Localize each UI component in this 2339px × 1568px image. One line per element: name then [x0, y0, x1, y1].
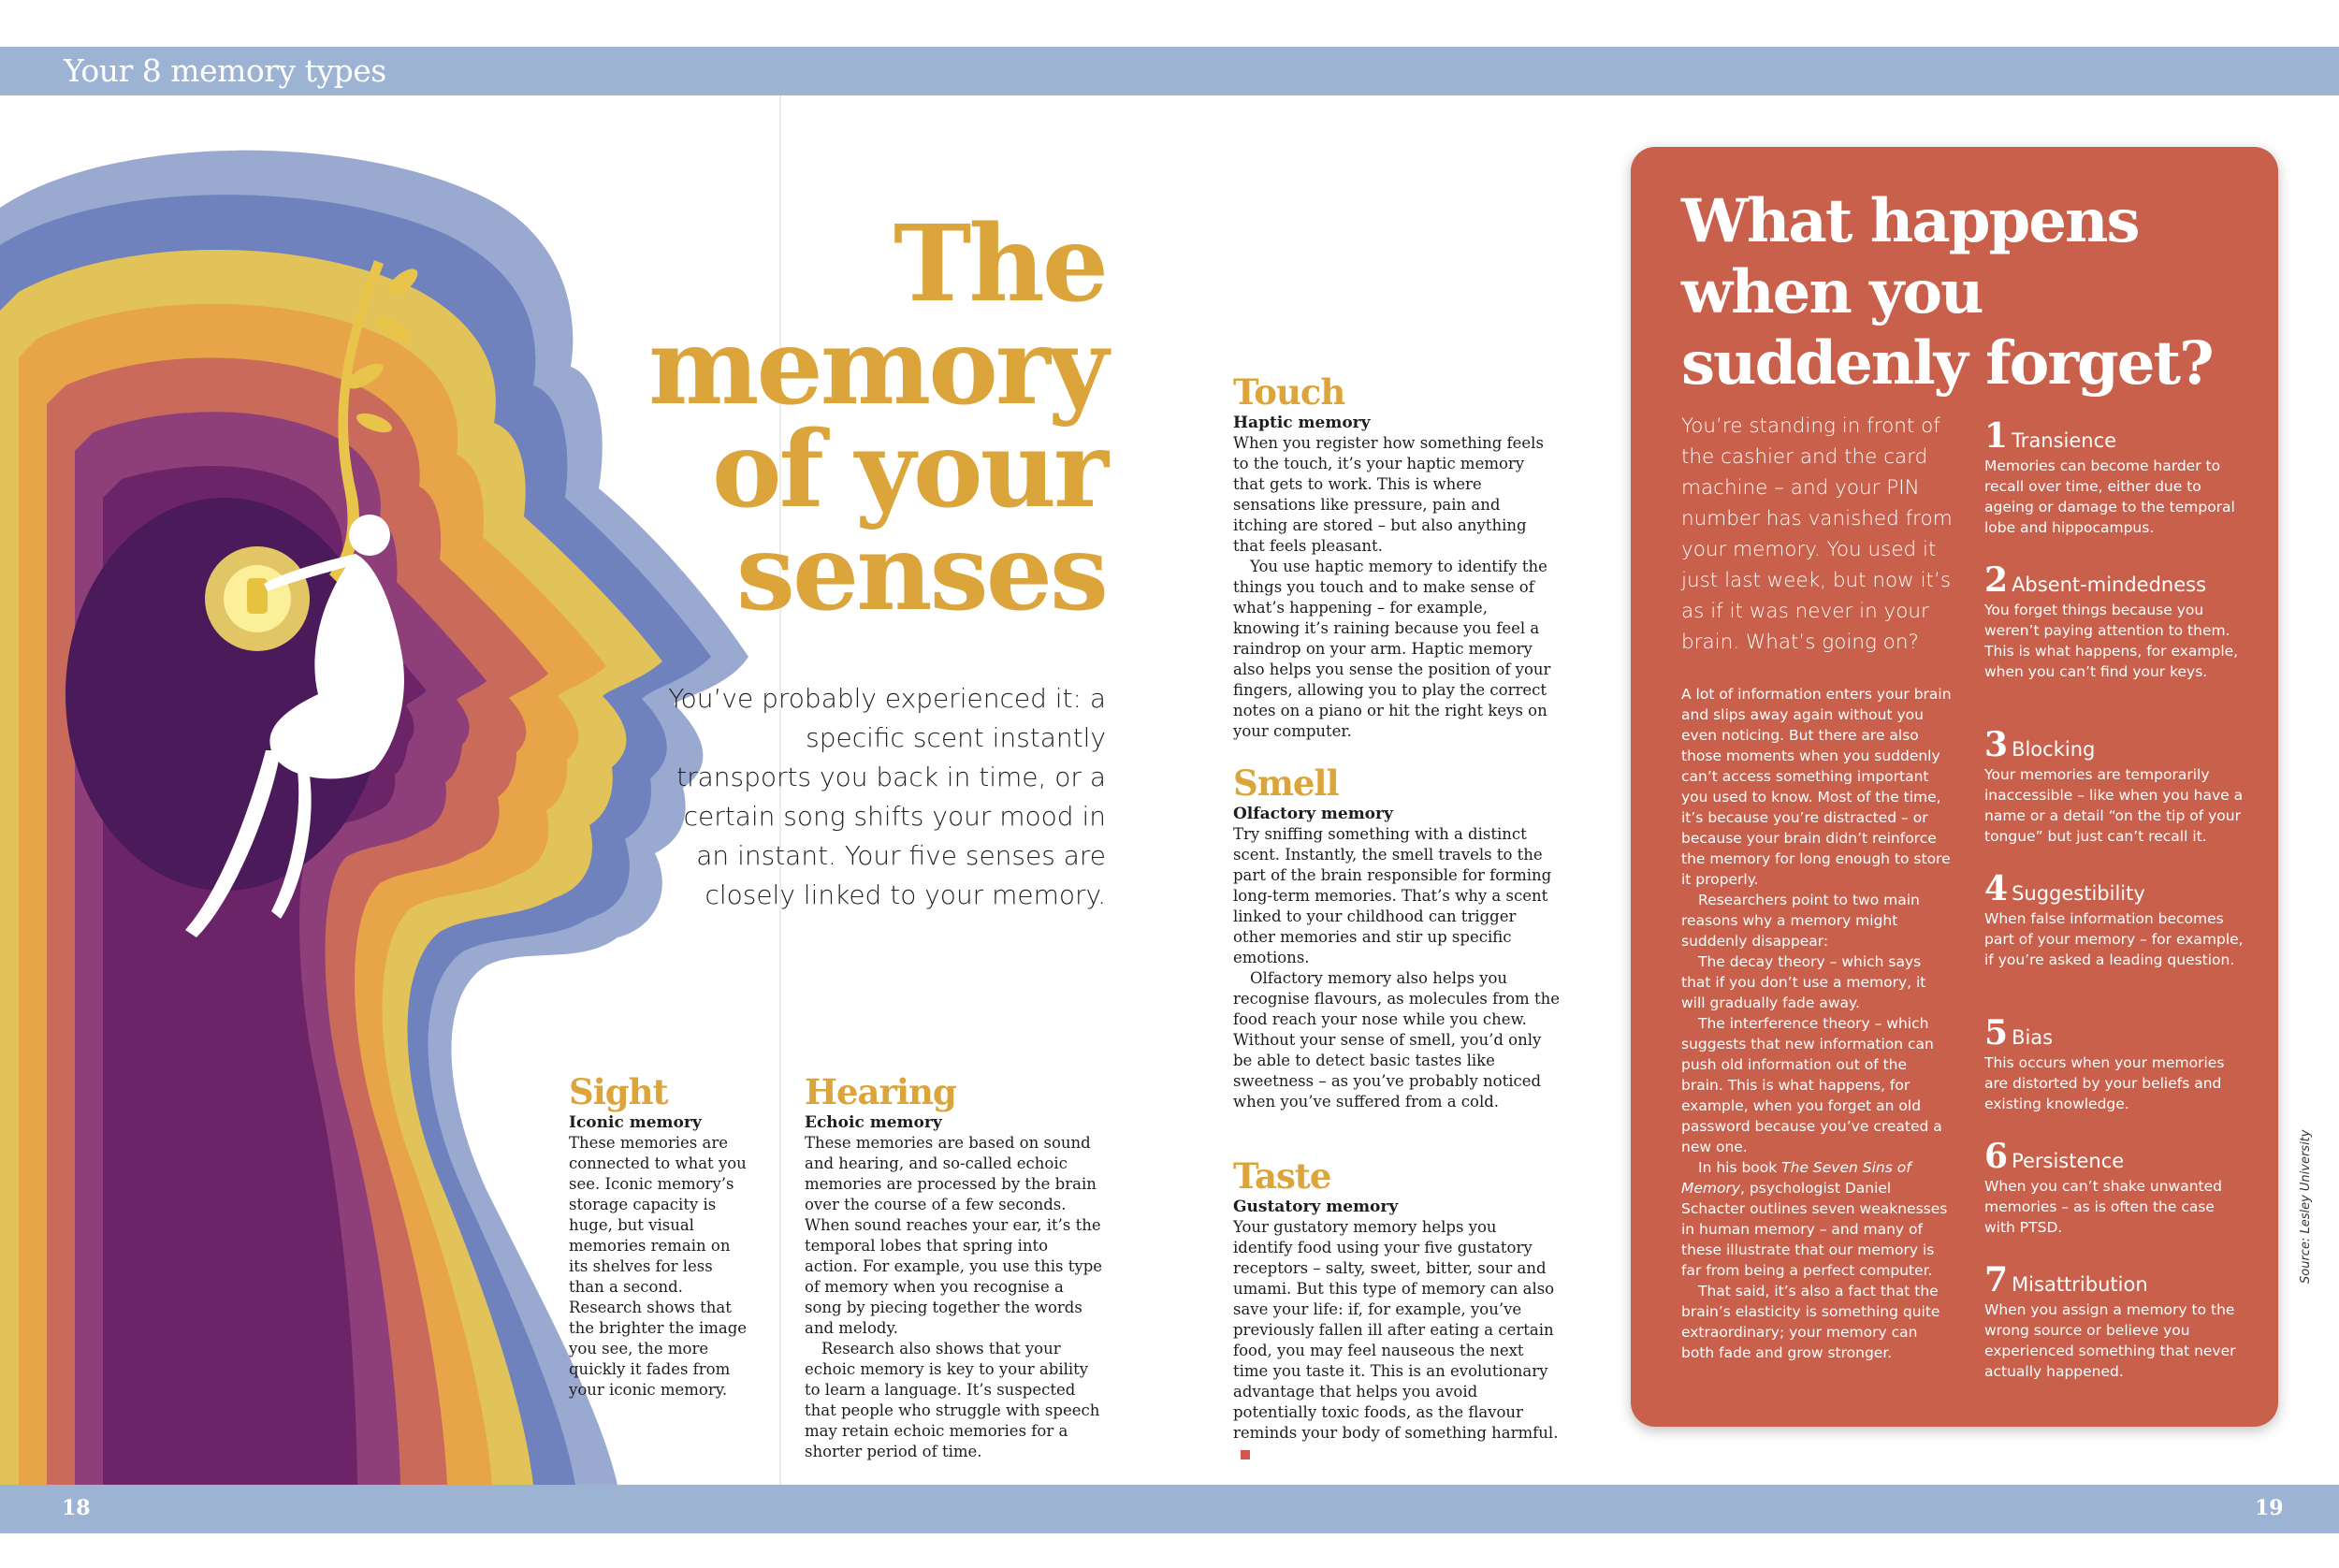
sidebar-paragraph: The interference theory – which suggests that new information can push old information out of the brain. This is what happens, for example, when you forget an old password because you’ve created a new one.: [1681, 1015, 1942, 1155]
headline-line: The: [893, 203, 1106, 326]
sense-paragraph: Olfactory memory also helps you recognise flavours, as molecules from the food reach your nose while you chew. Without your sense of smell, you’d only be able to detect basic tastes like sweetness – as you’ve probably noticed when you’ve suffered from a cold.: [1233, 969, 1560, 1111]
sin-item: [1984, 418, 2246, 538]
sin-number: 3: [1984, 725, 2009, 764]
sense-title: Touch: [1233, 371, 1345, 413]
end-mark-icon: [1241, 1450, 1250, 1459]
sidebar-lede: You’re standing in front of the cashier and the card machine – and your PIN number has vanished from your memory. You used it just last week, but now it’s as if it was never in your brain. What’s going on?: [1681, 414, 1953, 654]
page-number-left: 18: [62, 1496, 91, 1520]
lantern-glow-icon: [205, 546, 310, 651]
sin-name: Persistence: [2012, 1150, 2125, 1172]
sidebar-paragraph: [1681, 1157, 1953, 1281]
book-para-before: In his book: [1698, 1159, 1782, 1176]
sense-paragraph: [1233, 1217, 1561, 1464]
sidebar-paragraph: The decay theory – which says that if you don’t use a memory, it will gradually fade away.: [1681, 953, 1926, 1011]
sidebar-title: What happens when you suddenly forget?: [1681, 186, 2213, 399]
section-title: Your 8 memory types: [64, 52, 386, 89]
sin-text: Your memories are temporarily inaccessible – like when you have a name or a detail “on the tip of your tongue” but just can’t recall it.: [1984, 766, 2244, 845]
sin-text: When false information becomes part of your memory – for example, if you’re asked a leading question.: [1984, 910, 2244, 968]
sin-text: This occurs when your memories are distorted by your beliefs and existing knowledge.: [1984, 1054, 2225, 1112]
forgetting-sidebar: [1631, 147, 2278, 1427]
sin-text: When you assign a memory to the wrong source or believe you experienced something that never actually happened.: [1984, 1301, 2236, 1380]
sense-subtitle: Gustatory memory: [1233, 1198, 1399, 1216]
header-band: [0, 47, 2339, 95]
sin-text: Memories can become harder to recall over time, either due to ageing or damage to the temporal lobe and hippocampus.: [1984, 457, 2235, 536]
sin-text: When you can’t shake unwanted memories – as is often the case with PTSD.: [1984, 1178, 2223, 1236]
article-headline: [582, 203, 1106, 634]
sense-paragraph: Try sniffing something with a distinct scent. Instantly, the smell travels to the part of the brain responsible for forming long-term memories. That’s why a scent linked to your childhood can trigger other memories and stir up specific emotions.: [1233, 825, 1552, 966]
sense-title: Sight: [569, 1071, 668, 1112]
source-note: Source: Lesley University: [2299, 1129, 2313, 1284]
sin-number: 1: [1984, 416, 2009, 456]
sin-item: [1984, 727, 2246, 847]
sin-number: 2: [1984, 560, 2009, 600]
sin-name: Misattribution: [2012, 1273, 2148, 1296]
headline-line: senses: [735, 512, 1106, 634]
sin-name: Blocking: [2012, 738, 2096, 761]
sin-number: 6: [1984, 1137, 2009, 1176]
sense-paragraph: Research also shows that your echoic memory is key to your ability to learn a language. It’s suspected that people who struggle with speech may retain echoic memories for a shorter period of time.: [805, 1340, 1100, 1460]
sense-paragraph: These memories are based on sound and hearing, and so-called echoic memories are processed by the brain over the course of a few seconds. When sound reaches your ear, it’s the temporal lobes that spring into action. For example, you use this type of memory when you recognise a song by piecing together the words and melody.: [805, 1134, 1103, 1337]
sense-subtitle: Iconic memory: [569, 1113, 702, 1132]
headline-line: memory: [647, 306, 1106, 428]
sense-title: Smell: [1233, 762, 1339, 804]
sense-section-taste: [1233, 1155, 1561, 1464]
sidebar-body: [1681, 684, 1953, 1363]
sense-paragraph: When you register how something feels to the touch, it’s your haptic memory that gets to work. This is where sensations like pressure, pain and itching are stored – but also anything that feels pleasant.: [1233, 434, 1544, 555]
page-number-right: 19: [2255, 1496, 2284, 1520]
headline-line: of your: [711, 409, 1106, 531]
sense-section-touch: [1233, 371, 1557, 742]
sin-item: [1984, 562, 2246, 682]
sense-subtitle: Haptic memory: [1233, 414, 1371, 432]
sin-item: [1984, 871, 2246, 970]
sense-paragraph: These memories are connected to what you see. Iconic memory’s storage capacity is huge, but visual memories remain on its shelves for less than a second. Research shows that the brighter the image you see, the more quickly it fades from your iconic memory.: [569, 1134, 748, 1399]
sense-subtitle: Olfactory memory: [1233, 805, 1393, 823]
sense-subtitle: Echoic memory: [805, 1113, 942, 1132]
sidebar-paragraph: That said, it’s also a fact that the brain’s elasticity is something quite extraordinary; your memory can both fade and grow stronger.: [1681, 1283, 1940, 1361]
sense-title: Taste: [1233, 1155, 1331, 1197]
sin-name: Absent-mindedness: [2012, 573, 2207, 596]
sin-number: 4: [1984, 869, 2009, 908]
sin-name: Bias: [2012, 1026, 2054, 1049]
sense-section-smell: [1233, 762, 1561, 1112]
article-intro: You’ve probably experienced it: a specific scent instantly transports you back in time, or a certain song shifts your mood in an instant. Your five senses are closely linked to your memory.: [668, 683, 1106, 910]
sense-paragraph: You use haptic memory to identify the things you touch and to make sense of what’s happening – for example, knowing it’s raining because you feel a raindrop on your arm. Haptic memory also helps you sense the position of your fingers, allowing you to play the correct notes on a piano or hit the right keys on your computer.: [1233, 558, 1551, 740]
sin-item: [1984, 1139, 2246, 1238]
sin-number: 7: [1984, 1260, 2009, 1299]
sense-paragraph-text: Your gustatory memory helps you identify food using your five gustatory receptors – salty, sweet, bitter, sour and umami. But this type of memory can also save your life: if, for example, you’ve previously fallen ill after eating a certain food, you may feel nauseous the next time you taste it. This is an evolutionary advantage that helps you avoid potentially toxic foods, as the flavour reminds your body of something harmful.: [1233, 1218, 1559, 1442]
sense-title: Hearing: [805, 1071, 956, 1112]
sin-name: Suggestibility: [2012, 882, 2145, 905]
sin-item: [1984, 1015, 2246, 1114]
sin-item: [1984, 1262, 2246, 1382]
sense-section-hearing: [805, 1071, 1104, 1462]
sidebar-paragraph: A lot of information enters your brain and slips away again without you even noticing. But there are also those moments when you suddenly can’t access something important you used to know. Most of the time, it’s because you’re distracted – or because your brain didn’t reinforce the memory for long enough to store it properly.: [1681, 686, 1952, 888]
book-title: The Seven Sins of Memory: [1681, 1159, 1911, 1197]
footer-band: [0, 1485, 2339, 1533]
sin-name: Transience: [2012, 429, 2117, 452]
sin-text: You forget things because you weren’t paying attention to them. This is what happens, for example, when you can’t find your keys.: [1984, 602, 2239, 680]
sense-section-sight: [569, 1071, 751, 1401]
sin-number: 5: [1984, 1013, 2009, 1053]
book-para-after: , psychologist Daniel Schacter outlines seven weaknesses in human memory – and many of these illustrate that our memory is far from being a perfect computer.: [1681, 1180, 1948, 1279]
sidebar-paragraph: Researchers point to two main reasons why a memory might suddenly disappear:: [1681, 892, 1920, 950]
